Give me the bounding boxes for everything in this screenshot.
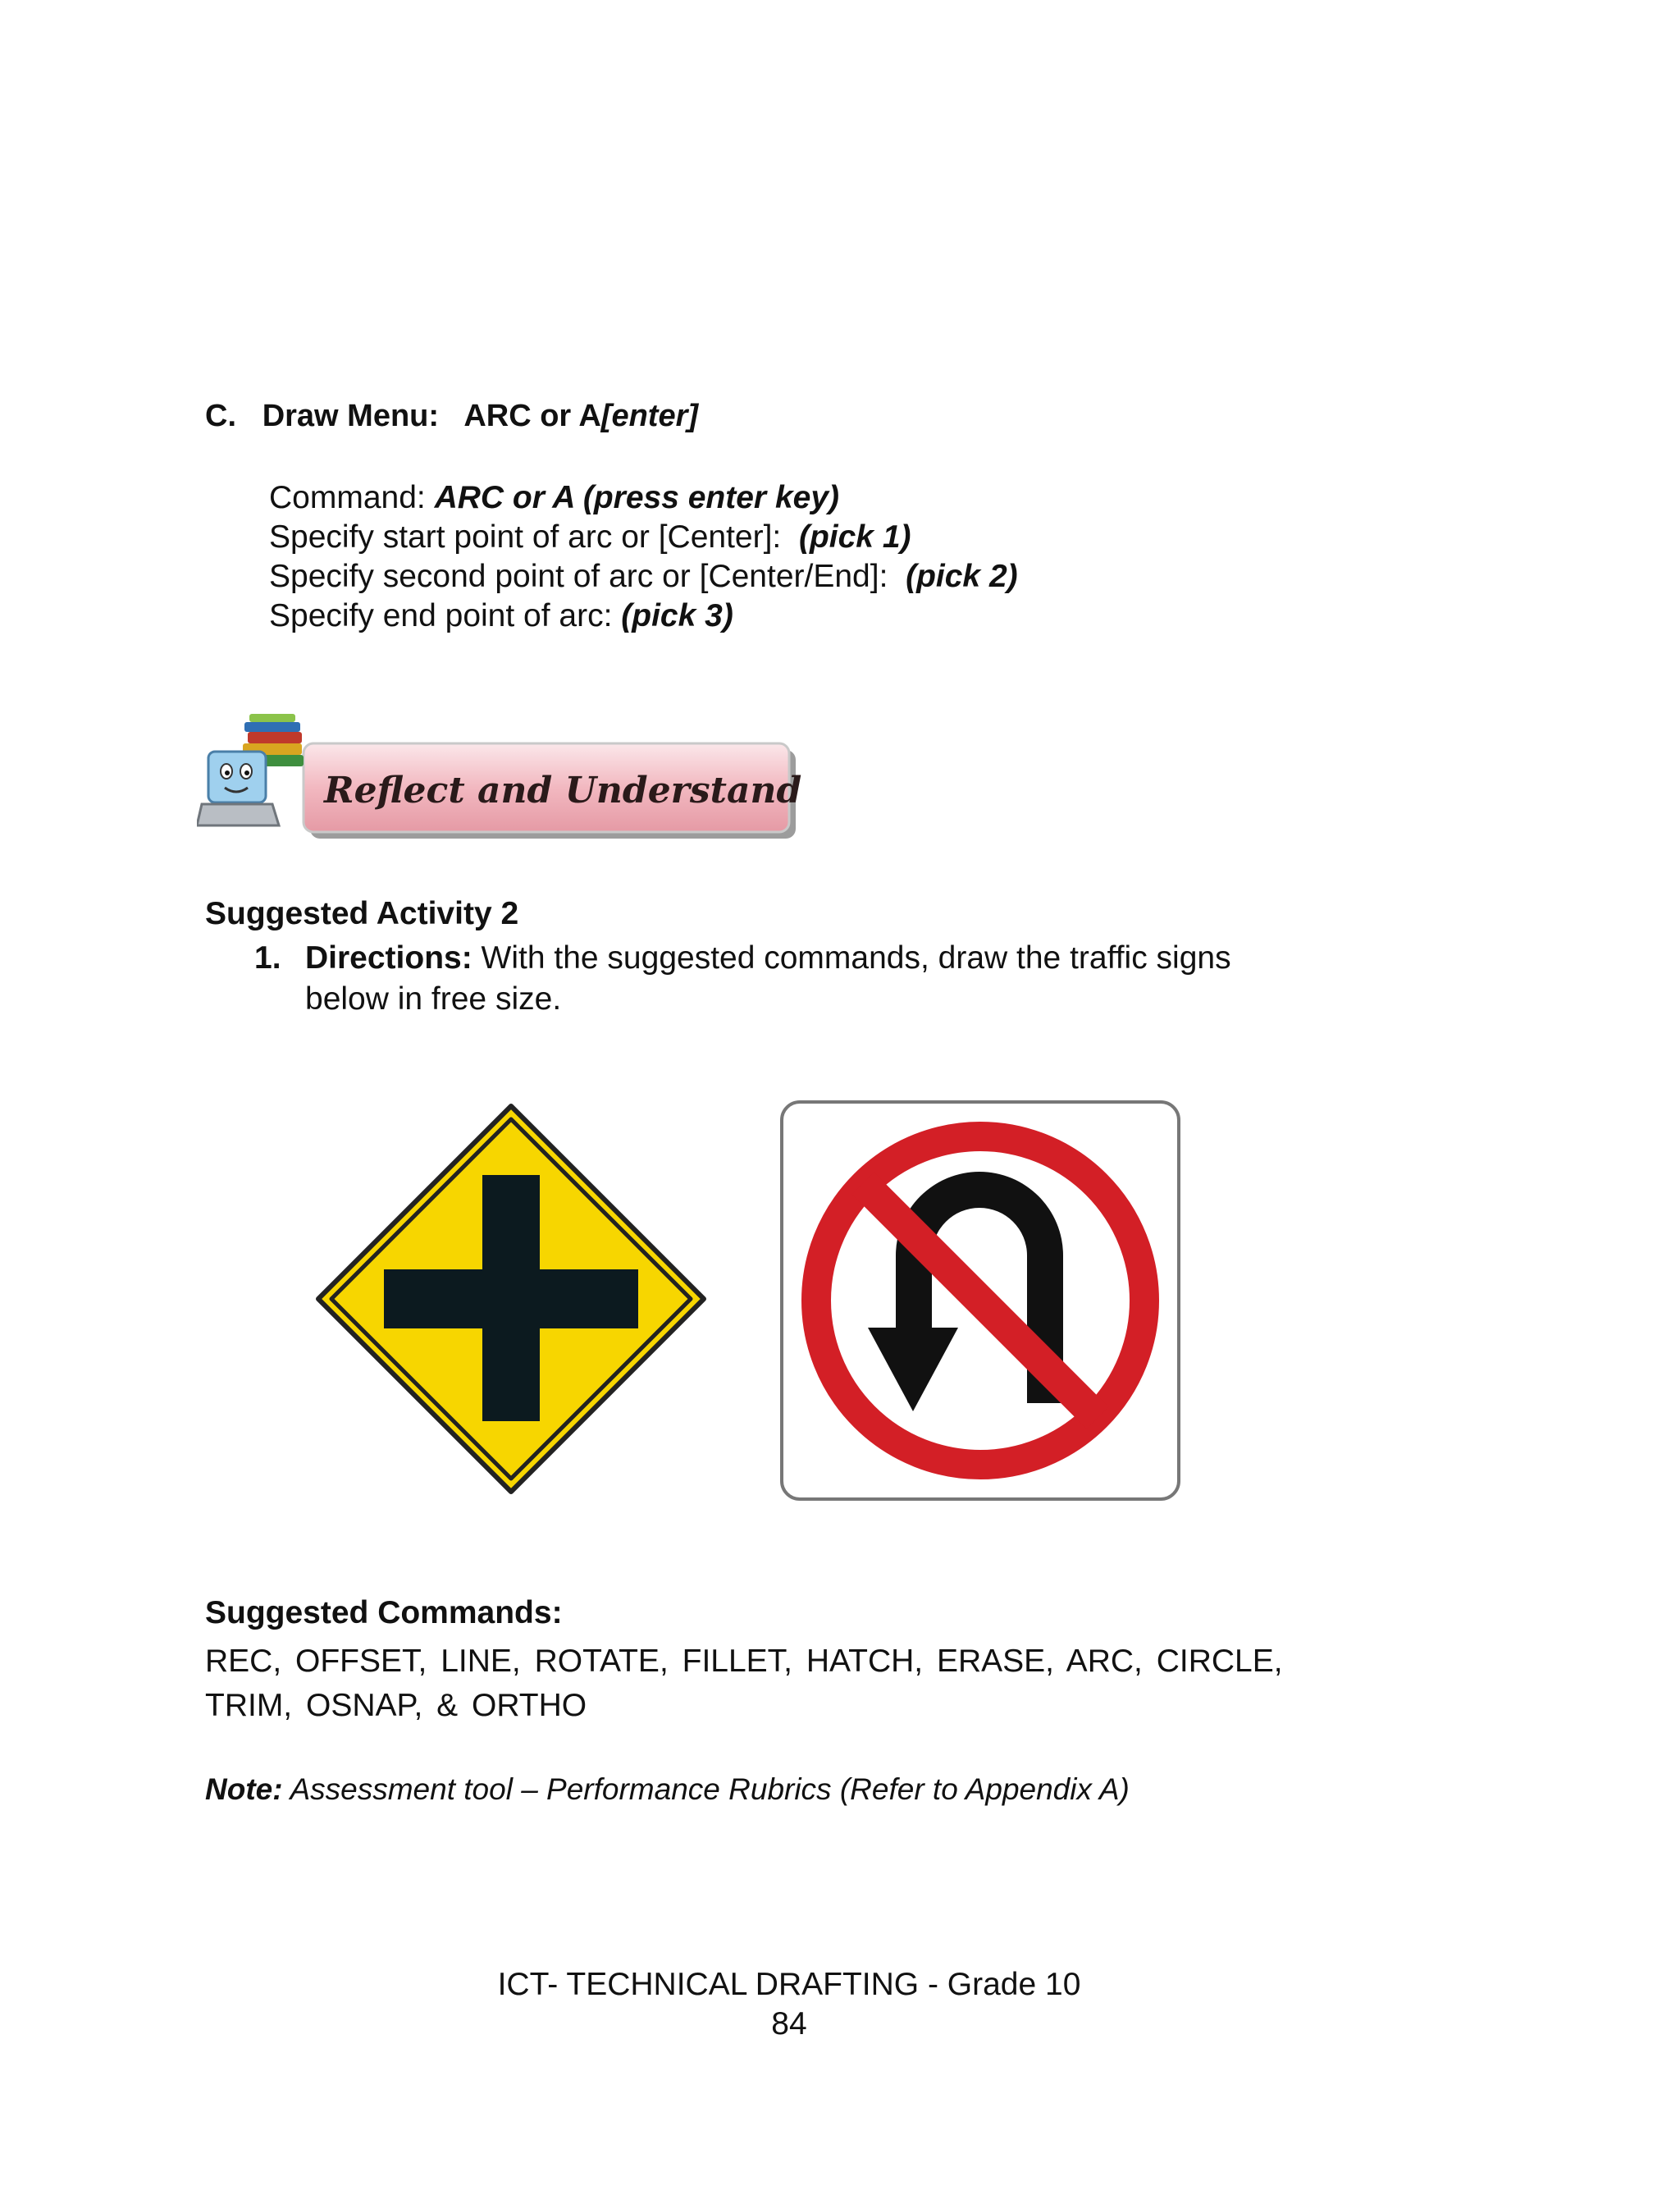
directions-line: [254, 938, 1403, 979]
note-label: Note:: [205, 1772, 283, 1806]
command-line: Specify start point of arc or [Center]: (pick 1): [269, 519, 911, 555]
command-line: Command: ARC or A (press enter key): [269, 480, 840, 515]
commands-line: TRIM, OSNAP, & ORTHO: [205, 1688, 587, 1723]
footer-course: ICT- TECHNICAL DRAFTING - Grade 10: [497, 1967, 1081, 2002]
directions-text-cont: below in free size.: [305, 981, 562, 1017]
section-heading: [205, 399, 698, 434]
section-command-suffix: [enter]: [600, 399, 699, 433]
note-text: Assessment tool – Performance Rubrics (Refer to Appendix A): [290, 1772, 1130, 1806]
activity-title: Suggested Activity 2: [205, 896, 519, 931]
section-letter: C.: [205, 399, 236, 433]
crossroad-sign: [312, 1100, 710, 1498]
banner-text: Reflect and Understand: [324, 770, 802, 812]
cross-horizontal-bar: [384, 1269, 638, 1328]
item-number: 1.: [254, 940, 281, 976]
reflect-banner: [197, 712, 804, 844]
command-line: Specify end point of arc: (pick 3): [269, 598, 733, 633]
reflect-banner-graphic: [197, 712, 804, 844]
assessment-note: [205, 1772, 1130, 1807]
section-command: ARC or A: [463, 399, 601, 433]
directions: [254, 938, 1403, 1020]
section-title: Draw Menu:: [262, 399, 440, 433]
commands-line: REC, OFFSET, LINE, ROTATE, FILLET, HATCH, ERASE, ARC, CIRCLE,: [205, 1644, 1283, 1679]
directions-text: With the suggested commands, draw the traffic signs: [481, 940, 1231, 976]
page-number: 84: [771, 2006, 807, 2041]
laptop-mascot-icon: [197, 752, 279, 825]
directions-label: Directions:: [305, 940, 472, 976]
no-u-turn-sign: [779, 1100, 1181, 1502]
command-line: Specify second point of arc or [Center/End]: (pick 2): [269, 559, 1018, 594]
command-prompt-block: [269, 478, 1018, 636]
commands-title: Suggested Commands:: [205, 1595, 563, 1630]
commands-list: [205, 1639, 1436, 1728]
